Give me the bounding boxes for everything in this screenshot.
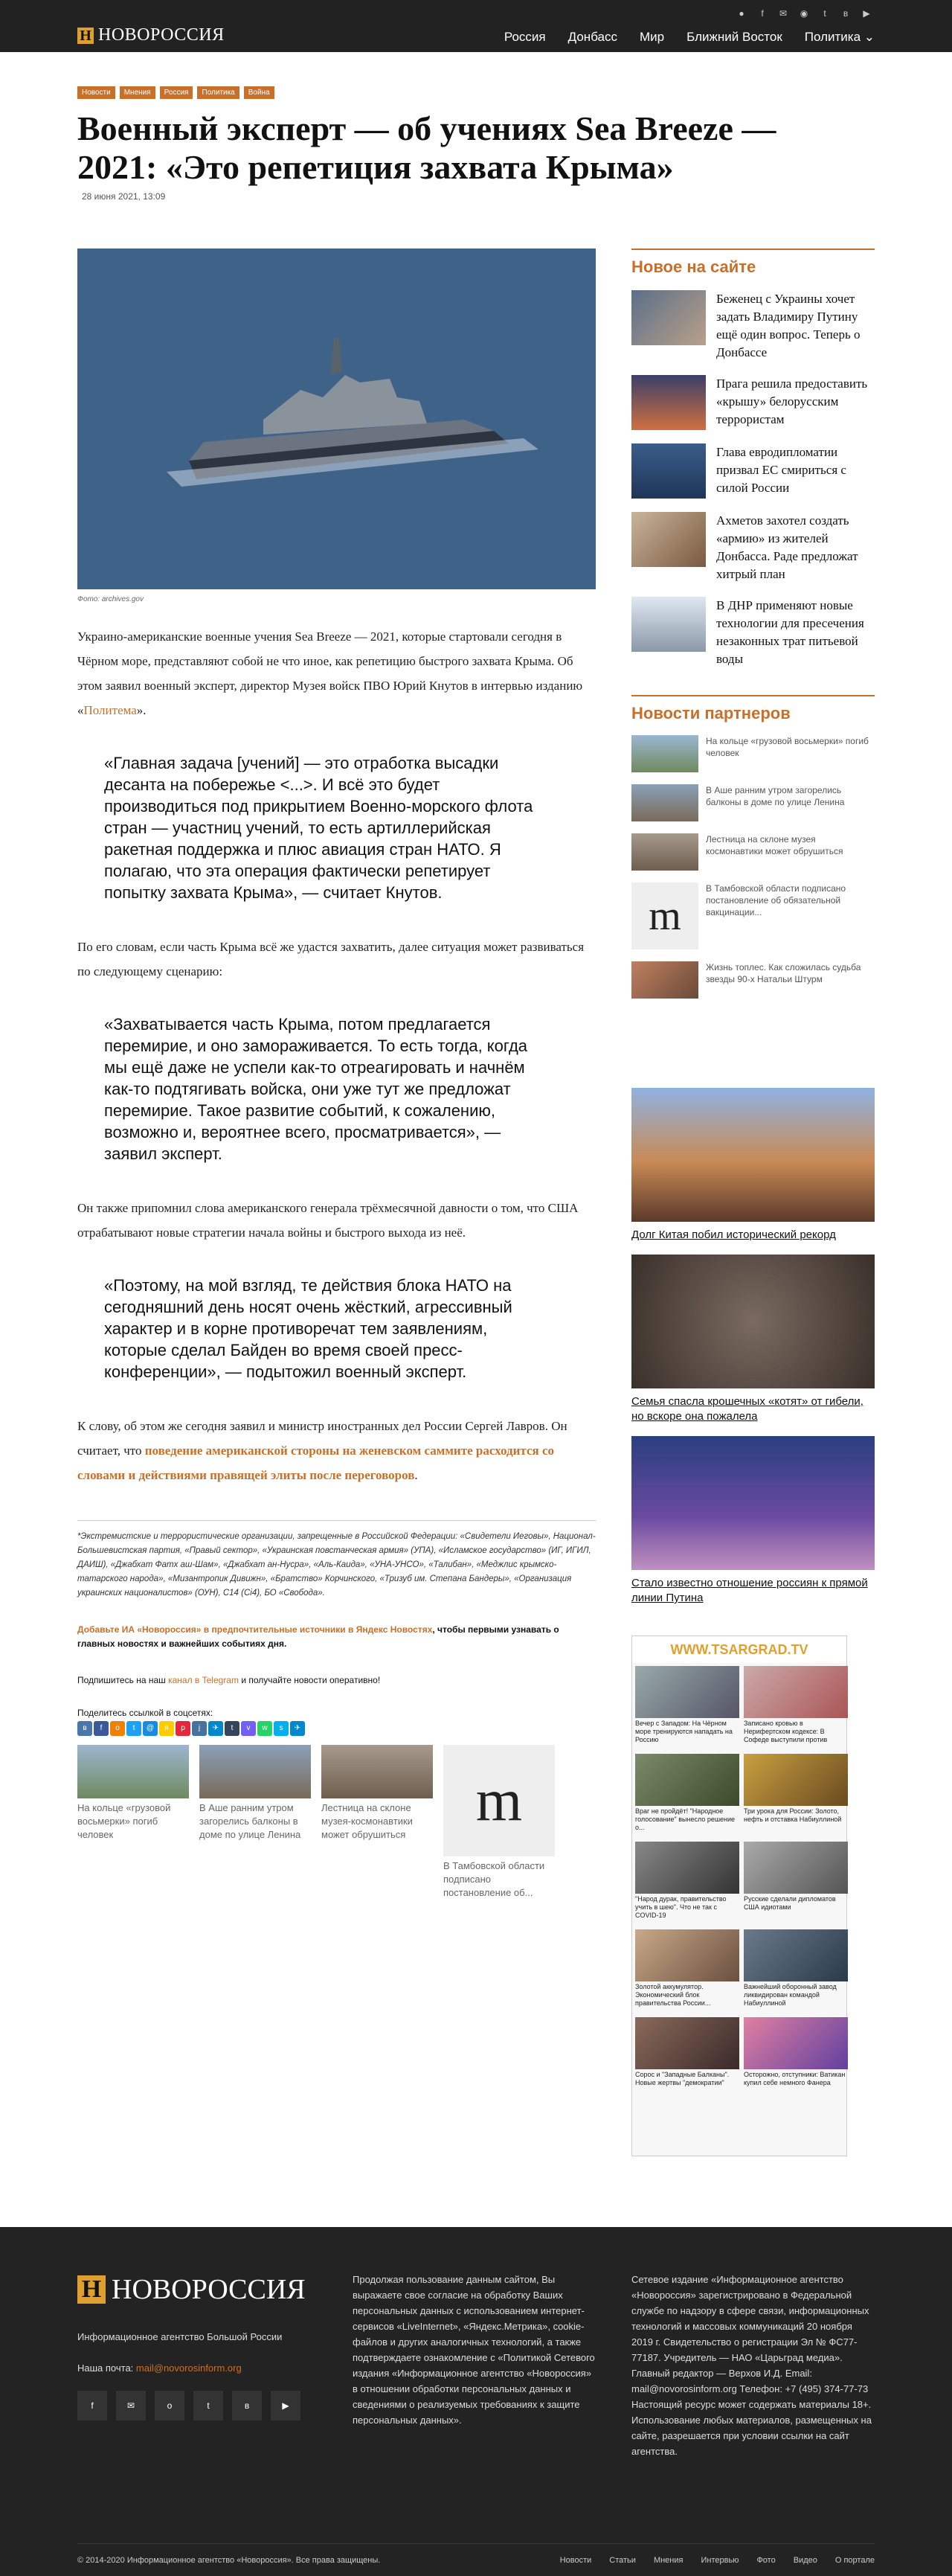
vk-icon[interactable]: в (843, 8, 849, 19)
twitter-icon[interactable]: t (823, 8, 826, 19)
paragraph-1: Украино-американские военные учения Sea Breeze — 2021, которые стартовали сегодня в Чёрном море, представляют собой не что иное, как репетицию быстрого захвата Крыма. Об этом заявил военный эксперт, директор Музея войск ПВО Юрий Кнутов в интервью изданию «Политема». (77, 629, 583, 717)
footer-mail-icon[interactable]: ✉ (116, 2391, 146, 2420)
tsargrad-widget (631, 1635, 847, 2156)
rss-icon[interactable]: ◉ (800, 8, 808, 19)
yandex-cta: Добавьте ИА «Новороссия» в предпочтительные источники в Яндекс Новостях, чтобы первыми узнавать о главных новостях и важнейших событиях дня. (77, 1624, 559, 1649)
site-footer (0, 2227, 952, 2576)
sidebar-news-item[interactable]: В ДНР применяют новые технологии для пресечения незаконных трат питьевой воды (631, 597, 875, 668)
promo-card[interactable]: Долг Китая побил исторический рекорд (631, 1088, 875, 1243)
sidebar-news-item[interactable]: Глава евродипломатии призвал ЕС смириться с силой России (631, 443, 875, 499)
photo-caption: Фото: archives.gov (77, 595, 144, 603)
footer-ok-icon[interactable]: о (155, 2391, 184, 2420)
nav-item-donbass[interactable]: Донбасс (567, 30, 617, 44)
copyright: © 2014-2020 Информационное агентство «Новороссия». Все права защищены. (77, 2556, 381, 2565)
related-item[interactable]: m В Тамбовской области подписано постановление об... (443, 1745, 555, 1900)
tag-opinions[interactable]: Мнения (120, 86, 155, 99)
share-whatsapp-icon[interactable]: w (257, 1721, 272, 1736)
footer-legal-text: Сетевое издание «Информационное агентство «Новороссия» зарегистрировано в Федеральной службе по надзору в сфере связи, информационных технологий и массовых коммуникаций 20 ноября 2019 г. Свидетельство о регистрации Эл № ФС77-77187. Учредитель — НАО «Царьград медиа». Главный редактор — Верхов И.Д. Email: mail@novorosinform.org Телефон: +7 (495) 374-77-73 Настоящий ресурс может содержать материалы 18+. Использование любых материалов, размещенных на сайте, разрешается при условии ссылки на сайт агентства. (631, 2274, 872, 2457)
tsargrad-item[interactable]: Враг не пройдёт! "Народное голосование" вынесло решение о... (635, 1754, 739, 1837)
article-title: Военный эксперт — об учениях Sea Breeze — 2021: «Это репетиция захвата Крыма» (77, 109, 776, 186)
related-news (77, 1745, 596, 1900)
tag-news[interactable]: Новости (77, 86, 115, 99)
footer-youtube-icon[interactable]: ▶ (271, 2391, 300, 2420)
related-thumb (321, 1745, 433, 1798)
article-tags (77, 86, 875, 99)
share-facebook-icon[interactable]: f (94, 1721, 109, 1736)
share-telegram-icon[interactable]: ✈ (290, 1721, 305, 1736)
footer-privacy-text: Продолжая пользование данным сайтом, Вы выражаете свое согласие на обработку Ваших персональных данных с использованием интернет-сервисов «LiveInternet», «Яндекс.Метрика», cookie-файлов и других аналогичных технологий, а также подтверждаете ознакомление с «Политикой Сетевого издания «Информационное агентство «Новороссия» в отношении обработки персональных данных и сведениями о реализуемых требованиях к защите персональных данных». (353, 2274, 595, 2426)
promo-card[interactable]: Стало известно отношение россиян к прямой линии Путина (631, 1436, 875, 1606)
article-date: 28 июня 2021, 13:09 (82, 191, 166, 202)
quote-3: «Поэтому, на мой взгляд, те действия блока НАТО на сегодняшний день носят очень жёсткий, агрессивный характер и в корне противоречат тем заявлениям, которые сделал Байден во время своей пресс-конференции», — подытожил военный эксперт. (104, 1276, 512, 1381)
quote-1: «Главная задача [учений] — это отработка высадки десанта на побережье <...>. И всё это будет производиться под прикрытием Военно-морского флота стран — участниц учений, то есть артиллерийская ракетная поддержка и плюс авиация стран НАТО. Я полагаю, что эта операция фактически репетирует попытку захвата Крыма», — считает Кнутов. (104, 754, 533, 902)
footer-mail: Наша почта: mail@novorosinform.org (77, 2362, 242, 2374)
nav-item-world[interactable]: Мир (640, 30, 665, 44)
footer-link-video[interactable]: Видео (793, 2556, 817, 2565)
top-social-icons (733, 6, 875, 21)
telegram-link[interactable]: канал в Telegram (168, 1675, 239, 1685)
tsargrad-item[interactable]: Важнейший оборонный завод ликвидирован командой Набиуллиной (744, 1929, 848, 2013)
footer-link-news[interactable]: Новости (559, 2556, 592, 2565)
politema-link[interactable]: Политема (83, 703, 137, 717)
footer-logo[interactable]: Н НОВОРОССИЯ (77, 2273, 306, 2306)
top-bar (0, 0, 952, 52)
telegram-cta: Подпишитесь на наш канал в Telegram и получайте новости оперативно! (77, 1675, 381, 1685)
footer-twitter-icon[interactable]: t (193, 2391, 223, 2420)
footer-bottom (77, 2543, 875, 2576)
share-twitter-icon[interactable]: t (126, 1721, 141, 1736)
partner-item[interactable]: Лестница на склоне музея космонавтики может обрушиться (631, 833, 875, 871)
related-thumb (77, 1745, 189, 1798)
related-item[interactable]: На кольце «грузовой восьмерки» погиб человек (77, 1745, 189, 1900)
main-nav (504, 30, 875, 45)
tsargrad-item[interactable]: Вечер с Западом: На Чёрном море тренируются нападать на Россию (635, 1666, 739, 1749)
banned-orgs-note: *Экстремистские и террористические организации, запрещенные в Российской Федерации: «Свидетели Иеговы», Национал-Большевистская партия, «Правый сектор», «Украинская повстанческая армия» (УПА), «Исламское государство» (ИГ, ИГИЛ, ДАИШ), «Джабхат Фатх аш-Шам», «Джабхат ан-Нусра», «Аль-Каида», «УНА-УНСО», «Талибан», «Меджлис крымско-татарского народа», «Мизантропик Дивижн», «Братство» Корчинского, «Тризуб им. Степана Бандеры», «Организация украинских националистов» (ОУН), С14 (Сi4), БО «Свобода». (77, 1520, 596, 1601)
footer-logo-icon: Н (77, 2275, 106, 2304)
footer-link-photo[interactable]: Фото (756, 2556, 776, 2565)
paragraph-2: По его словам, если часть Крыма всё же удастся захватить, далее ситуация может развиваться по следующему сценарию: (77, 940, 585, 978)
share-tumblr-icon[interactable]: t (225, 1721, 239, 1736)
footer-social (77, 2391, 300, 2420)
tsargrad-item[interactable]: "Народ дурак, правительство учить в шею". Что не так с COVID-19 (635, 1842, 739, 1925)
share-pocket-icon[interactable]: p (176, 1721, 190, 1736)
sidebar-news-item[interactable]: Прага решила предоставить «крышу» белорусским террористам (631, 375, 875, 430)
footer-mail-link[interactable]: mail@novorosinform.org (135, 2362, 242, 2374)
footer-description: Информационное агентство Большой России (77, 2331, 283, 2342)
content-wrap (77, 86, 875, 2086)
tsargrad-item[interactable]: Записано кровью в Нерифертском кодексе: В Софеде выступили против (744, 1666, 848, 1749)
facebook-icon[interactable]: f (761, 8, 764, 19)
footer-vk-icon[interactable]: в (232, 2391, 262, 2420)
share-telegram2-icon[interactable]: ✈ (208, 1721, 223, 1736)
article-body (77, 249, 596, 1900)
paragraph-3: Он также припомнил слова американского генерала трёхмесячной давности о том, что США отрабатывают новые стратегии начала войны и быстрого выхода из неё. (77, 1201, 579, 1240)
tag-war[interactable]: Война (244, 86, 274, 99)
related-item[interactable]: В Аше ранним утром загорелись балконы в доме по улице Ленина (199, 1745, 311, 1900)
partners-heading: Новости партнеров (631, 695, 875, 723)
nav-item-middle-east[interactable]: Ближний Восток (686, 30, 782, 44)
site-logo[interactable]: Н НОВОРОССИЯ (77, 25, 225, 45)
logo-icon: Н (77, 28, 94, 44)
partner-item[interactable]: В Аше ранним утром загорелись балконы в доме по улице Ленина (631, 784, 875, 821)
footer-link-opinions[interactable]: Мнения (653, 2556, 684, 2565)
nav-item-russia[interactable]: Россия (504, 30, 546, 44)
lavrov-link[interactable]: поведение американской стороны на женевском саммите расходится со словами и действиями правящей элиты после переговоров (77, 1444, 554, 1482)
footer-link-about[interactable]: О портале (834, 2556, 875, 2565)
tag-russia[interactable]: Россия (160, 86, 193, 99)
footer-facebook-icon[interactable]: f (77, 2391, 107, 2420)
nav-item-politics[interactable]: Политика ⌄ (804, 30, 875, 44)
share-viber-icon[interactable]: v (241, 1721, 256, 1736)
share-yandex-icon[interactable]: я (159, 1721, 174, 1736)
footer-links (560, 2556, 875, 2565)
sidebar (631, 249, 875, 2156)
tsargrad-item[interactable]: Русские сделали дипломатов США идиотами (744, 1842, 848, 1925)
share-buttons (77, 1721, 596, 1736)
partner-item[interactable]: m В Тамбовской области подписано постановление об обязательной вакцинации... (631, 882, 875, 949)
quote-2: «Захватывается часть Крыма, потом предлагается перемирие, и оно замораживается. То есть тогда, когда мы ещё даже не успели как-то отреагировать и начнём как-то подтягивать войска, они уже тут же предложат перемирие. Такое развитие событий, к сожалению, возможно и, вероятнее всего, просматривается», — заявил эксперт. (104, 1015, 528, 1163)
paragraph-4: К слову, об этом же сегодня заявил и министр иностранных дел России Сергей Лавров. Он считает, что поведение американской стороны на женевском саммите расходится со словами и действиями правящей элиты после переговоров. (77, 1419, 567, 1482)
partner-item[interactable]: Жизнь топлес. Как сложилась судьба звезды 90-х Натальи Штурм (631, 961, 875, 999)
tsargrad-title[interactable]: WWW.TSARGRAD.TV (632, 1636, 846, 1663)
partner-item[interactable]: На кольце «грузовой восьмерки» погиб человек (631, 735, 875, 772)
related-item[interactable]: Лестница на склоне музея-космонавтики может обрушиться (321, 1745, 433, 1900)
tsargrad-item[interactable]: Сорос и "Западные Балканы". Новые жертвы "демократии" (635, 2017, 739, 2101)
share-livejournal-icon[interactable]: j (192, 1721, 207, 1736)
sidebar-news-item[interactable]: Беженец с Украины хочет задать Владимиру Путину ещё один вопрос. Теперь о Донбассе (631, 290, 875, 362)
yandex-news-link[interactable]: Добавьте ИА «Новороссия» в предпочтительные источники в Яндекс Новостях (77, 1624, 433, 1635)
share-skype-icon[interactable]: s (274, 1721, 289, 1736)
tsargrad-item[interactable]: Три урока для России: Золото, нефть и отставка Набиуллиной (744, 1754, 848, 1837)
tsargrad-item[interactable]: Осторожно, отступники: Ватикан купил себе немного Фанера (744, 2017, 848, 2101)
share-vk-icon[interactable]: в (77, 1721, 92, 1736)
footer-link-articles[interactable]: Статьи (609, 2556, 636, 2565)
share-ok-icon[interactable]: о (110, 1721, 125, 1736)
share-mail-icon[interactable]: @ (143, 1721, 158, 1736)
tsargrad-item[interactable]: Золотой аккумулятор. Экономический блок правительства России... (635, 1929, 739, 2013)
footer-link-interviews[interactable]: Интервью (701, 2556, 739, 2565)
share-label: Поделитесь ссылкой в соцсетях: (77, 1708, 213, 1718)
tag-politics[interactable]: Политика (197, 86, 239, 99)
sidebar-news-item[interactable]: Ахметов захотел создать «армию» из жителей Донбасса. Раде предложат хитрый план (631, 512, 875, 583)
youtube-icon[interactable]: ▶ (863, 8, 870, 19)
promo-card[interactable]: Семья спасла крошечных «котят» от гибели, но вскоре она пожалела (631, 1255, 875, 1424)
map-marker-icon[interactable]: ● (739, 8, 744, 19)
article-photo (77, 249, 596, 589)
mail-icon[interactable]: ✉ (779, 8, 788, 19)
new-on-site-heading: Новое на сайте (631, 249, 875, 277)
related-thumb-placeholder: m (443, 1745, 555, 1856)
related-thumb (199, 1745, 311, 1798)
